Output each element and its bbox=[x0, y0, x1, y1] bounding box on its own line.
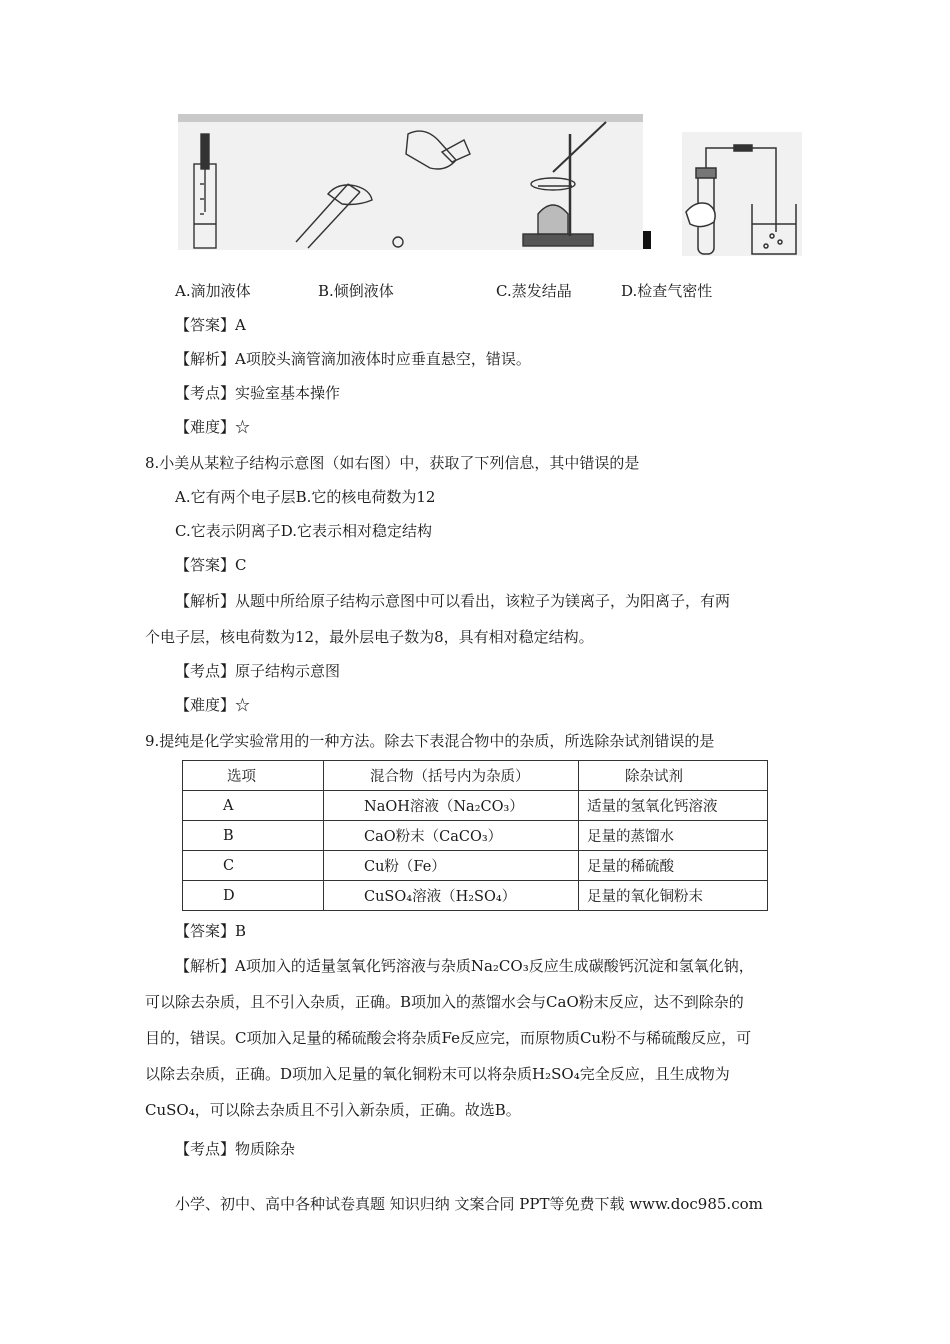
table-cell: D bbox=[183, 881, 324, 911]
page-footer: 小学、初中、高中各种试卷真题 知识归纳 文案合同 PPT等免费下载 www.doc985.com bbox=[175, 1195, 763, 1213]
q9-answer: 【答案】B bbox=[175, 922, 247, 940]
q7-difficulty: 【难度】☆ bbox=[175, 418, 251, 436]
airtightness-check-figure bbox=[682, 132, 802, 256]
q7-analysis: 【解析】A项胶头滴管滴加液体时应垂直悬空，错误。 bbox=[175, 350, 531, 368]
table-cell: 足量的蒸馏水 bbox=[579, 821, 768, 851]
table-row bbox=[183, 821, 768, 851]
table-cell: C bbox=[183, 851, 324, 881]
q8-analysis-line2: 个电子层，核电荷数为12，最外层电子数为8，具有相对稳定结构。 bbox=[145, 628, 594, 646]
q8-answer: 【答案】C bbox=[175, 556, 247, 574]
table-cell: CaO粉末（CaCO₃） bbox=[324, 821, 579, 851]
q9-stem: 9.提纯是化学实验常用的一种方法。除去下表混合物中的杂质，所选除杂试剂错误的是 bbox=[145, 732, 715, 750]
q9-analysis-line4: 以除去杂质，正确。D项加入足量的氧化铜粉末可以将杂质H₂SO₄完全反应，且生成物为 bbox=[145, 1065, 730, 1083]
table-row bbox=[183, 791, 768, 821]
q8-stem: 8.小美从某粒子结构示意图（如右图）中，获取了下列信息，其中错误的是 bbox=[145, 454, 640, 472]
table-header-row bbox=[183, 761, 768, 791]
table-row bbox=[183, 881, 768, 911]
table-header-cell: 除杂试剂 bbox=[579, 761, 768, 791]
q9-topic: 【考点】物质除杂 bbox=[175, 1140, 296, 1158]
q8-options-line1: A.它有两个电子层B.它的核电荷数为12 bbox=[175, 488, 436, 506]
q8-difficulty: 【难度】☆ bbox=[175, 696, 251, 714]
q8-options-line2: C.它表示阴离子D.它表示相对稳定结构 bbox=[175, 522, 432, 540]
q9-analysis-line3: 目的，错误。C项加入足量的稀硫酸会将杂质Fe反应完，而原物质Cu粉不与稀硫酸反应，可 bbox=[145, 1029, 752, 1047]
table-cell: NaOH溶液（Na₂CO₃） bbox=[324, 791, 579, 821]
q9-table bbox=[182, 760, 768, 911]
table-cell: 足量的稀硫酸 bbox=[579, 851, 768, 881]
q9-analysis-line5: CuSO₄，可以除去杂质且不引入新杂质，正确。故选B。 bbox=[145, 1101, 521, 1119]
q7-option-a: A.滴加液体 bbox=[175, 282, 251, 300]
q7-option-b: B.倾倒液体 bbox=[318, 282, 394, 300]
table-header-cell: 选项 bbox=[183, 761, 324, 791]
q7-option-c: C.蒸发结晶 bbox=[496, 282, 572, 300]
lab-operations-figure bbox=[178, 114, 643, 250]
table-header-cell: 混合物（括号内为杂质） bbox=[324, 761, 579, 791]
table-cell: A bbox=[183, 791, 324, 821]
q8-topic: 【考点】原子结构示意图 bbox=[175, 662, 341, 680]
table-cell: 足量的氧化铜粉末 bbox=[579, 881, 768, 911]
q7-topic: 【考点】实验室基本操作 bbox=[175, 384, 341, 402]
table-cell: CuSO₄溶液（H₂SO₄） bbox=[324, 881, 579, 911]
q7-option-d: D.检查气密性 bbox=[621, 282, 713, 300]
table-cell: B bbox=[183, 821, 324, 851]
q9-analysis-line1: 【解析】A项加入的适量氢氧化钙溶液与杂质Na₂CO₃反应生成碳酸钙沉淀和氢氧化钠， bbox=[175, 957, 754, 975]
q8-analysis-line1: 【解析】从题中所给原子结构示意图中可以看出，该粒子为镁离子，为阳离子，有两 bbox=[175, 592, 731, 610]
ink-mark bbox=[643, 231, 651, 249]
table-cell: Cu粉（Fe） bbox=[324, 851, 579, 881]
q7-answer: 【答案】A bbox=[175, 316, 246, 334]
table-cell: 适量的氢氧化钙溶液 bbox=[579, 791, 768, 821]
table-row bbox=[183, 851, 768, 881]
q9-analysis-line2: 可以除去杂质，且不引入杂质，正确。B项加入的蒸馏水会与CaO粉末反应，达不到除杂的 bbox=[145, 993, 744, 1011]
